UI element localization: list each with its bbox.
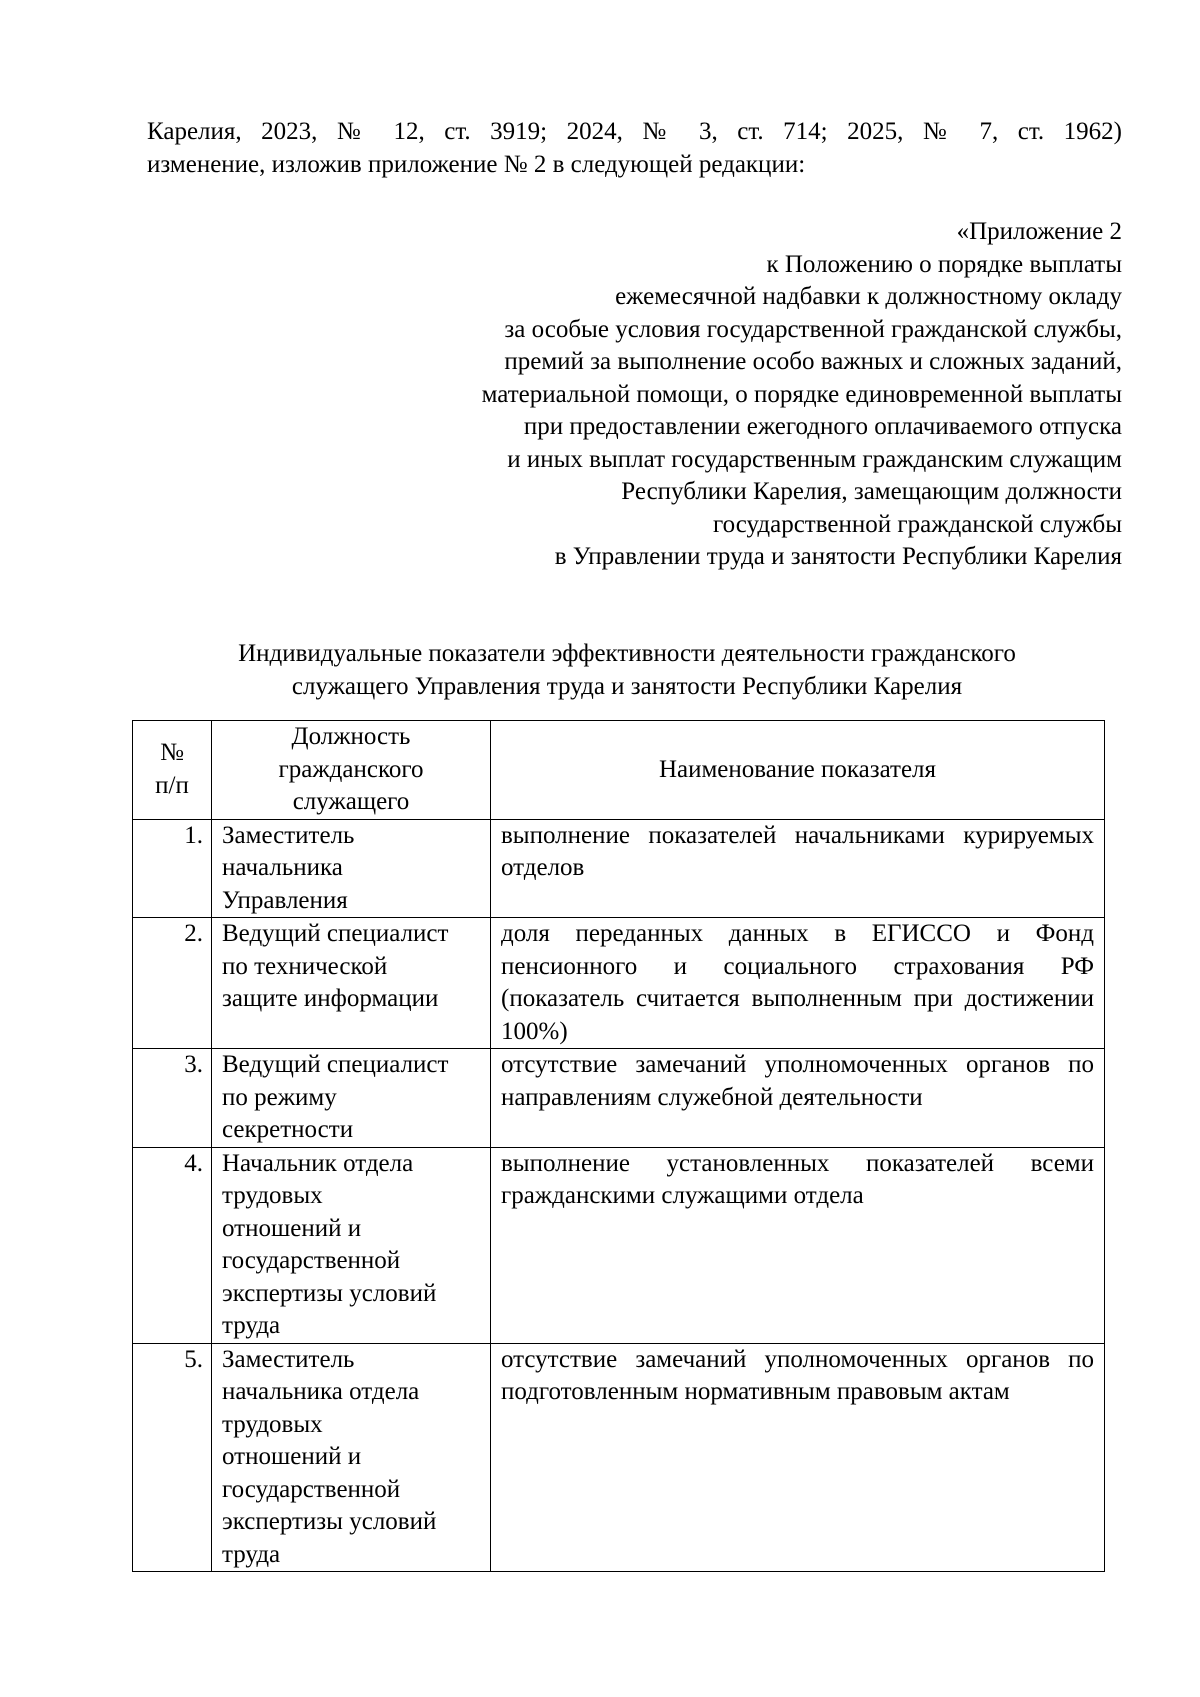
table-row <box>133 1343 1105 1572</box>
table-title <box>132 638 1122 703</box>
row-number: 5. <box>133 1343 212 1572</box>
header-position-line-1: Должность <box>291 723 411 750</box>
table-title-line-2: служащего Управления труда и занятости Республики Карелия <box>291 672 963 700</box>
row-number: 3. <box>133 1049 212 1148</box>
intro-paragraph <box>147 116 1122 181</box>
table-row <box>133 918 1105 1049</box>
position-line: Ведущий специалист <box>222 1051 449 1078</box>
position-line: защите информации <box>222 985 439 1012</box>
header-number-line-1: № <box>160 739 184 767</box>
position-line: трудовых <box>222 1182 323 1209</box>
row-number: 1. <box>133 819 212 918</box>
row-indicator: отсутствие замечаний уполномоченных органов по направлениям служебной деятельности <box>491 1049 1105 1148</box>
row-position <box>212 918 491 1049</box>
position-line: секретности <box>222 1116 354 1143</box>
position-line: труда <box>222 1312 281 1339</box>
row-indicator: выполнение установленных показателей всеми гражданскими служащими отдела <box>491 1147 1105 1343</box>
position-line: Управления <box>222 886 348 914</box>
position-line: государственной <box>222 1247 401 1274</box>
position-line: Заместитель <box>222 1345 355 1373</box>
appendix-header <box>300 216 1122 574</box>
position-line: государственной <box>222 1475 401 1503</box>
position-line: экспертизы условий <box>222 1508 437 1535</box>
header-indicator: Наименование показателя <box>491 721 1105 820</box>
appendix-line: при предоставлении ежегодного оплачиваемого отпуска <box>523 413 1122 440</box>
row-position <box>212 819 491 918</box>
header-position-line-2: гражданского <box>278 755 424 783</box>
indicators-table <box>132 720 1105 1572</box>
table-header-row <box>133 721 1105 820</box>
appendix-line: и иных выплат государственным гражданским служащим <box>507 445 1122 473</box>
intro-line-2: изменение, изложив приложение № 2 в следующей редакции: <box>147 150 806 178</box>
position-line: Ведущий специалист <box>222 920 449 947</box>
row-position <box>212 1343 491 1572</box>
position-line: Заместитель <box>222 821 355 849</box>
position-line: начальника <box>222 854 343 881</box>
table-row <box>133 1147 1105 1343</box>
row-indicator: отсутствие замечаний уполномоченных органов по подготовленным нормативным правовым актам <box>491 1343 1105 1572</box>
row-position <box>212 1049 491 1148</box>
position-line: по режиму <box>222 1083 337 1111</box>
appendix-line: ежемесячной надбавки к должностному окладу <box>615 283 1122 310</box>
appendix-line: в Управлении труда и занятости Республики Карелия <box>554 543 1122 570</box>
row-indicator: выполнение показателей начальниками курируемых отделов <box>491 819 1105 918</box>
appendix-line: Республики Карелия, замещающим должности <box>621 478 1122 505</box>
header-position-line-3: служащего <box>292 788 410 815</box>
header-number <box>133 721 212 820</box>
appendix-line: к Положению о порядке выплаты <box>766 250 1122 278</box>
row-number: 2. <box>133 918 212 1049</box>
position-line: Начальник отдела <box>222 1149 414 1177</box>
position-line: экспертизы условий <box>222 1279 437 1307</box>
table-row <box>133 1049 1105 1148</box>
position-line: трудовых <box>222 1410 323 1438</box>
appendix-line: материальной помощи, о порядке единовременной выплаты <box>481 380 1122 408</box>
position-line: отношений и <box>222 1443 362 1470</box>
position-line: по технической <box>222 952 388 980</box>
appendix-line: премий за выполнение особо важных и сложных заданий, <box>504 348 1122 375</box>
row-number: 4. <box>133 1147 212 1343</box>
position-line: отношений и <box>222 1214 362 1242</box>
header-number-line-2: п/п <box>155 771 189 799</box>
position-line: начальника отдела <box>222 1378 420 1405</box>
table-title-line-1: Индивидуальные показатели эффективности деятельности гражданского <box>238 640 1016 667</box>
table-row <box>133 819 1105 918</box>
intro-line-1: Карелия, 2023, № 12, ст. 3919; 2024, № 3, ст. 714; 2025, № 7, ст. 1962) <box>147 118 1122 145</box>
position-line: труда <box>222 1540 281 1568</box>
row-position <box>212 1147 491 1343</box>
appendix-line: «Приложение 2 <box>956 218 1122 245</box>
header-position <box>212 721 491 820</box>
row-indicator: доля переданных данных в ЕГИССО и Фонд пенсионного и социального страхования РФ (показатель считается выполненным при достижении 100%) <box>491 918 1105 1049</box>
appendix-line: за особые условия государственной гражданской службы, <box>504 315 1122 343</box>
appendix-line: государственной гражданской службы <box>712 510 1122 538</box>
